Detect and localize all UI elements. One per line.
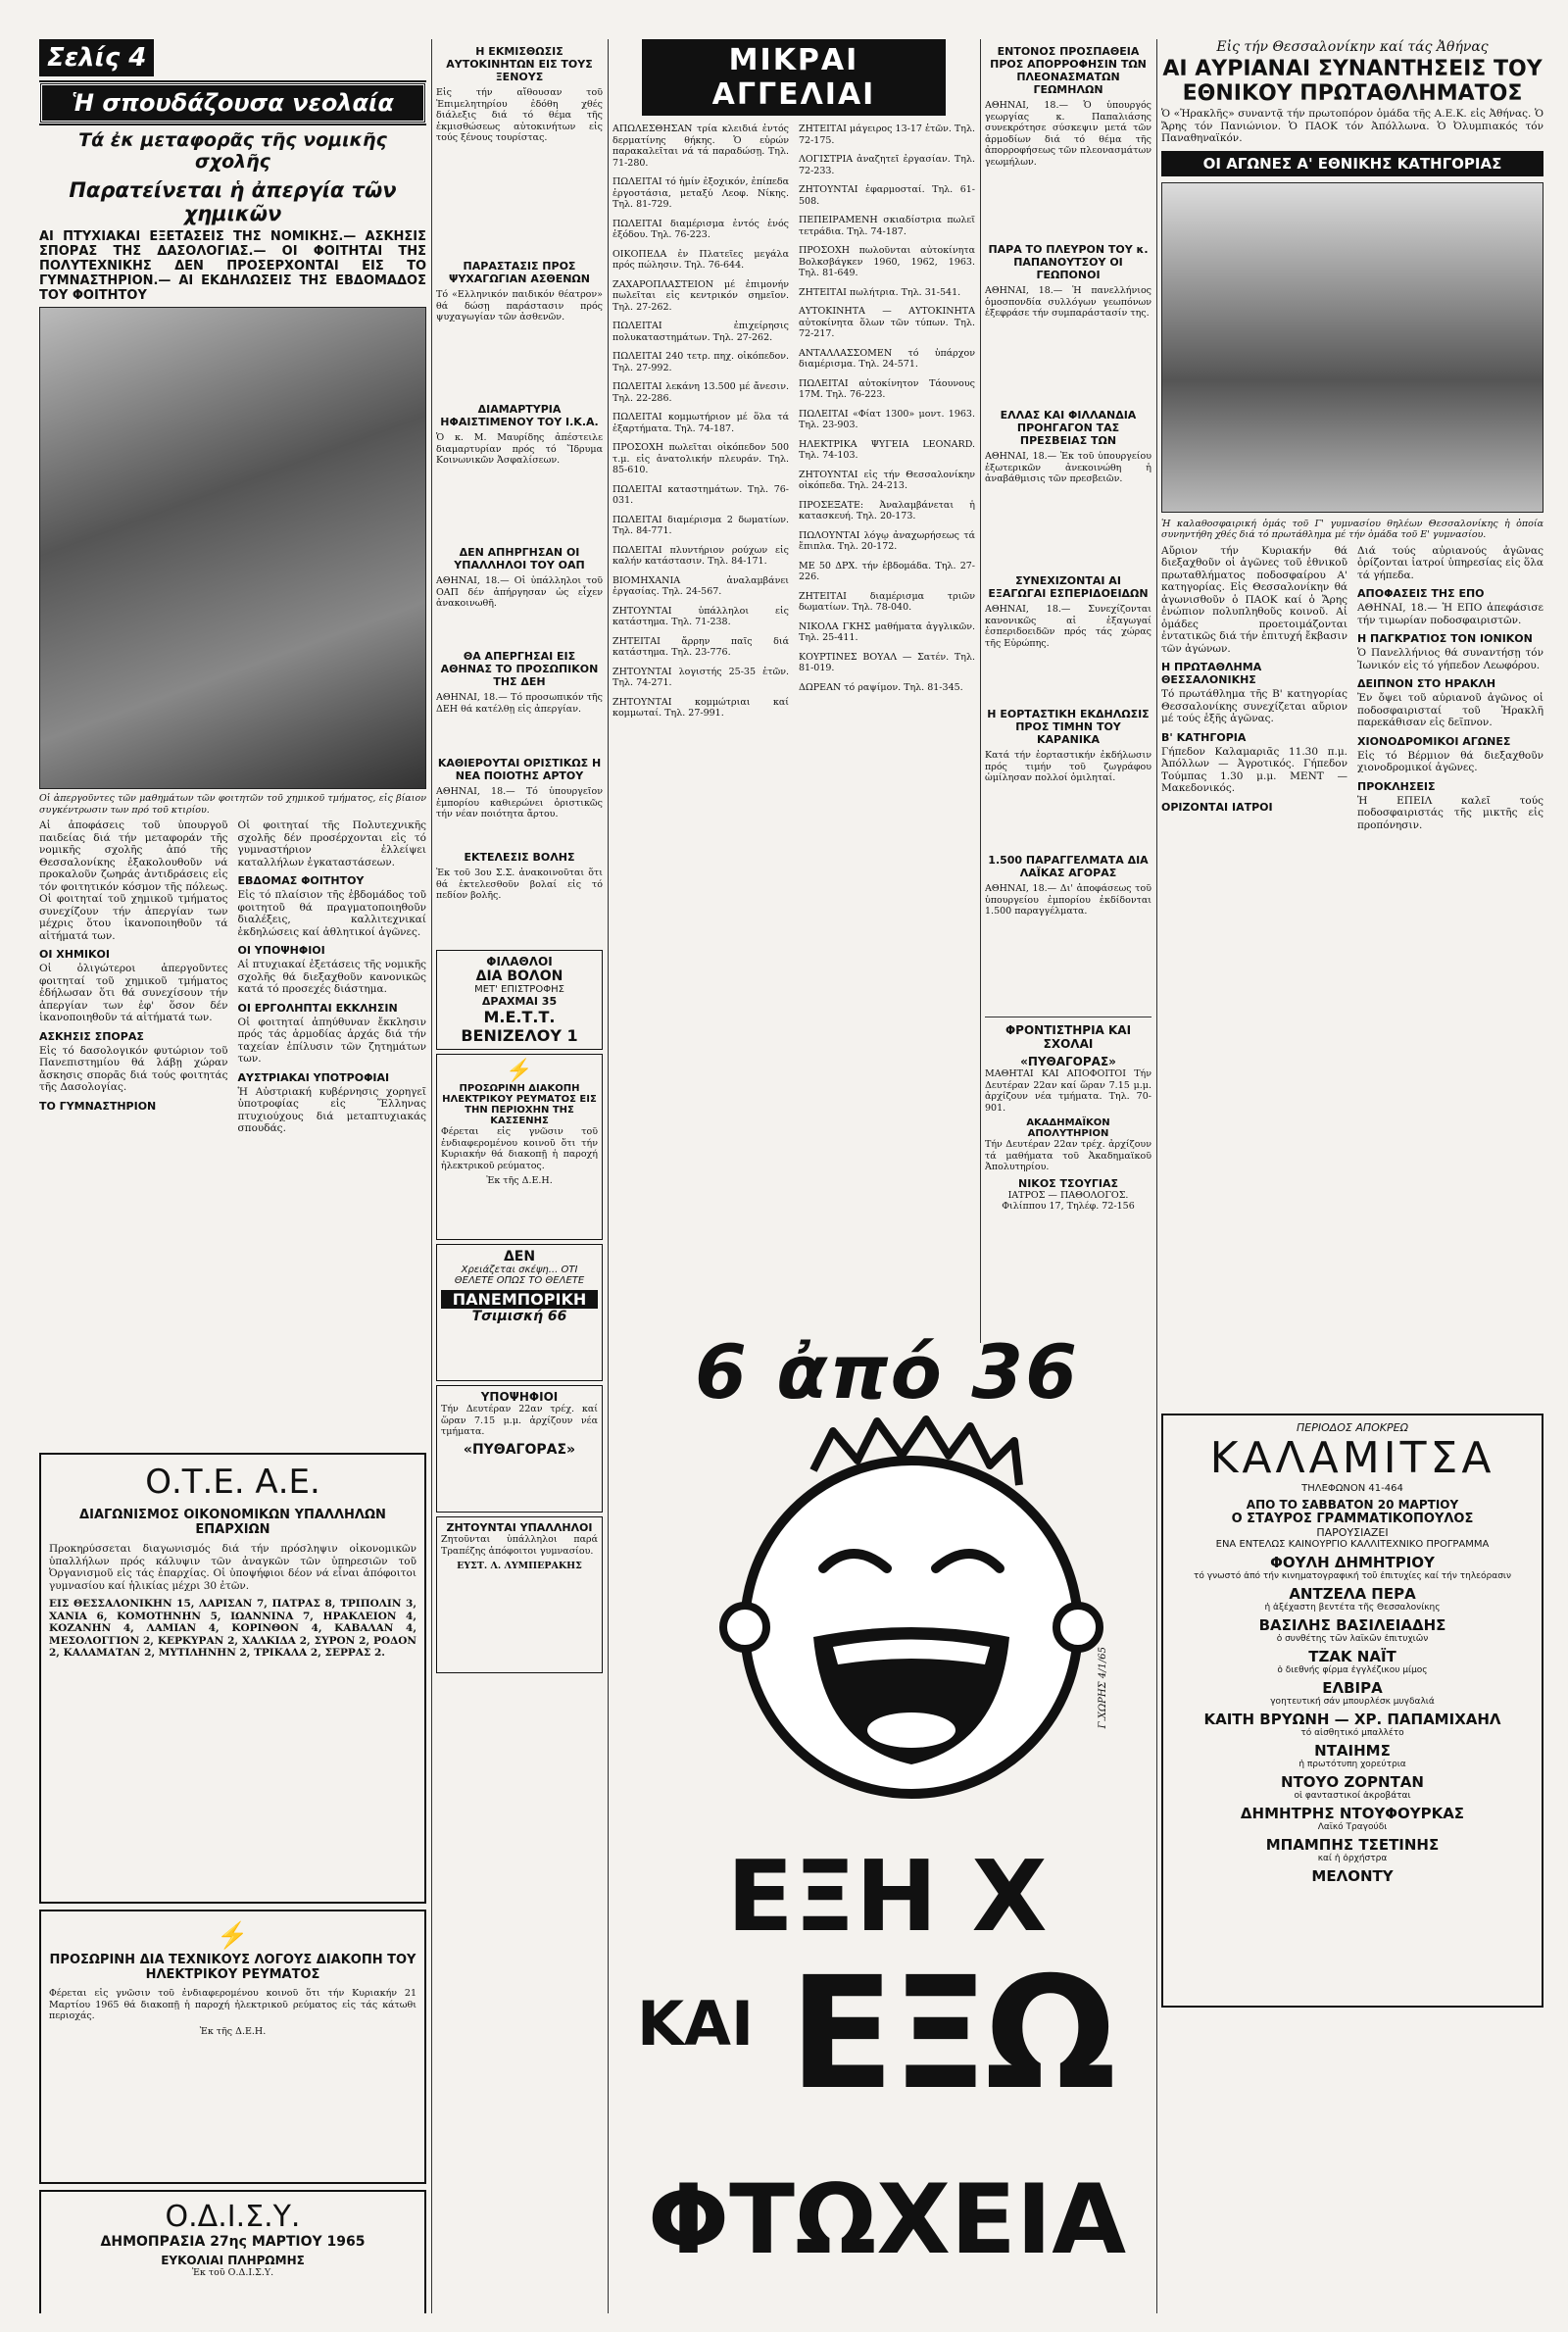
performer-name: ΦΟΥΛΗ ΔΗΜΗΤΡΙΟΥ <box>1270 1553 1435 1571</box>
classified-ad: ΠΩΛΕΙΤΑΙ «Φίατ 1300» μοντ. 1963. Τηλ. 23-903. <box>799 408 975 430</box>
classified-ad: ΠΩΛΕΙΤΑΙ διαμέρισμα ἐντός ἑνός ἐξόδου. Τηλ. 76-223. <box>612 218 789 240</box>
article-text: Κατά τήν ἑορταστικήν ἐκδήλωσιν πρός τιμήν τοῦ ζωγράφου ὡμίλησαν πολλοί ὁμιληταί. <box>985 750 1152 783</box>
section-text: Ὁ Πανελλήνιος θά συναντήσῃ τόν Ἰωνικόν εἰς τό γήπεδον Λεωφόρου. <box>1357 647 1544 671</box>
performer-name: ΝΤΟΥΟ ΖΟΡΝΤΑΝ <box>1281 1772 1424 1791</box>
column-news-briefs <box>436 39 603 2313</box>
tutoring-title: ΦΡΟΝΤΙΣΤΗΡΙΑ ΚΑΙ ΣΧΟΛΑΙ <box>1004 1023 1132 1051</box>
article-title: ΘΑ ΑΠΕΡΓΗΣΑΙ ΕΙΣ ΑΘΗΝΑΣ ΤΟ ΠΡΟΣΩΠΙΚΟΝ ΤΗΣ ΔΕΗ <box>440 650 599 688</box>
movie-title-line-4: ΦΤΩΧΕΙΑ <box>647 2164 1127 2276</box>
ote-announcement <box>39 1453 426 1904</box>
doctor-name: ΝΙΚΟΣ ΤΣΟΥΓΙΑΣ <box>1018 1176 1118 1190</box>
sports-kicker: Εἰς τήν Θεσσαλονίκην καί τάς Ἀθήνας <box>1216 39 1489 55</box>
odisy-title: Ο.Δ.Ι.Σ.Υ. <box>165 2200 301 2234</box>
lead-body-text: Αἱ ἀποφάσεις τοῦ ὑπουργοῦ παιδείας διά τήν μεταφοράν τῆς νομικῆς σχολῆς ἀπό τῆς Θεσσαλονίκης ἐξακολουθοῦν νά προκαλοῦν ζωηράς ἀντιδράσεις εἰς τόν φοιτητικόν κόσμον τῆς πόλεως. Οἱ φοιτηταί τοῦ χημικοῦ τμήματος συνεχίζουν τήν ἀπεργίαν των μέχρις ὅτου ἱκανοποιηθοῦν τά αἰτήματά των. <box>39 819 228 942</box>
section-banner: Ἡ σπουδάζουσα νεολαία <box>39 82 426 124</box>
kassenis-power-cut-ad <box>436 1054 603 1240</box>
tutoring-text: ΜΑΘΗΤΑΙ ΚΑΙ ΑΠΟΦΟΙΤΟΙ Τήν Δευτέραν 22αν καί ὥραν 7.15 μ.μ. ἀρχίζουν νέα τμήματα. Τηλ. 70-901. <box>985 1068 1152 1114</box>
performer-desc: ἡ ἀξέχαστη βεντέτα τῆς Θεσσαλονίκης <box>1264 1602 1441 1613</box>
section-title: ΠΡΟΚΛΗΣΕΙΣ <box>1357 779 1436 793</box>
lead-article-body <box>39 819 426 1447</box>
performer-name: ΜΠΑΜΠΗΣ ΤΣΕΤΙΝΗΣ <box>1265 1835 1440 1854</box>
section-title: Η ΠΑΓΚΡΑΤΙΟΣ ΤΟΝ ΙΟΝΙΚΟΝ <box>1357 632 1533 645</box>
performer-name: ΚΑΙΤΗ ΒΡΥΩΝΗ — ΧΡ. ΠΑΠΑΜΙΧΑΗΛ <box>1203 1710 1501 1728</box>
classified-ad: ΖΗΤΟΥΝΤΑΙ εἰς τήν Θεσσαλονίκην οἰκόπεδα. Τηλ. 24-213. <box>799 469 975 491</box>
section-text: Διά τούς αὐριανούς ἀγῶνας ὁρίζονται ἰατροί ὑπηρεσίας εἰς ὅλα τά γήπεδα. <box>1357 544 1544 581</box>
face-icon <box>723 1419 1100 1794</box>
article-title: ΔΙΑΜΑΡΤΥΡΙΑ ΗΦΑΙΣΤΙΜΕΝΟΥ ΤΟΥ Ι.Κ.Α. <box>440 403 599 428</box>
article-title: ΔΕΝ ΑΠΗΡΓΗΣΑΝ ΟΙ ΥΠΑΛΛΗΛΟΙ ΤΟΥ ΟΑΠ <box>454 546 585 571</box>
article-text: Εἰς τήν αἴθουσαν τοῦ Ἐπιμελητηρίου ἐδόθη χθές διάλεξις διά τό θέμα τῆς ἐκμισθώσεως αὐτοκινήτων εἰς τούς ξένους τουρίστας. <box>436 87 603 143</box>
ad-period: ΠΕΡΙΟΔΟΣ ΑΠΟΚΡΕΩ <box>1296 1420 1409 1434</box>
classified-ad: ΖΗΤΟΥΝΤΑΙ λογιστής 25-35 ἐτῶν. Τηλ. 74-271. <box>612 666 789 688</box>
article-title: ΕΚΤΕΛΕΣΙΣ ΒΟΛΗΣ <box>464 851 575 864</box>
sports-photo-caption: Ἡ καλαθοσφαιρική ὁμάς τοῦ Γ' γυμνασίου θηλέων Θεσσαλονίκης ἡ ὁποία συνηντήθη χθές διά τό πρωτάθλημα μέ τήν ὁμάδα τοῦ Ε' γυμνασίου. <box>1161 518 1544 540</box>
odisy-signature: Ἐκ τοῦ Ο.Δ.Ι.Σ.Υ. <box>191 2267 274 2278</box>
ad-signature: Ἐκ τῆς Δ.Ε.Η. <box>486 1175 553 1186</box>
ad-line: Χρειάζεται σκέψη... ΟΤΙ ΘΕΛΕΤΕ ΟΠΩΣ ΤΟ ΘΕΛΕΤΕ <box>454 1265 585 1286</box>
article-text: ΑΘΗΝΑΙ, 18.— Τό ὑπουργεῖον ἐμπορίου καθιερώνει ὁριστικῶς τήν νέαν ποιότητα ἄρτου. <box>436 786 603 819</box>
ad-title: ΖΗΤΟΥΝΤΑΙ ΥΠΑΛΛΗΛΟΙ <box>446 1521 593 1534</box>
classified-ad: ΠΡΟΣΕΞΑΤΕ: Ἀναλαμβάνεται ἡ κατασκευή. Τηλ. 20-173. <box>799 499 975 521</box>
classified-ad: ΠΩΛΕΙΤΑΙ κομμωτήριον μέ ὅλα τά ἐξαρτήματα. Τηλ. 74-187. <box>612 412 789 434</box>
ad-title: ΥΠΟΨΗΦΙΟΙ <box>480 1390 559 1404</box>
deh-body: Φέρεται εἰς γνῶσιν τοῦ ἐνδιαφερομένου κοινοῦ ὅτι τήν Κυριακήν 21 Μαρτίου 1965 θά διακοπῇ ἡ παροχή ἠλεκτρικοῦ ρεύματος εἰς τάς κάτωθι περιοχάς. <box>49 1988 416 2021</box>
deh-signature: Ἐκ τῆς Δ.Ε.Η. <box>199 2025 267 2037</box>
article-title: ΣΥΝΕΧΙΖΟΝΤΑΙ ΑΙ ΕΞΑΓΩΓΑΙ ΕΣΠΕΡΙΔΟΕΙΔΩΝ <box>988 574 1149 600</box>
classified-ad: ΛΟΓΙΣΤΡΙΑ ἀναζητεῖ ἐργασίαν. Τηλ. 72-233. <box>799 154 975 176</box>
performer-desc: τό γνωστό ἀπό τήν κινηματογραφική τοῦ ἐπιτυχίες καί τήν τηλεόρασιν <box>1194 1570 1511 1581</box>
classified-ad: ΖΗΤΕΙΤΑΙ ἄρρην παῖς διά κατάστημα. Τηλ. 23-776. <box>612 635 789 658</box>
classified-ad: ΖΗΤΟΥΝΤΑΙ κομμώτριαι καί κομμωταί. Τηλ. 27-991. <box>612 696 789 719</box>
article-text: ΑΘΗΝΑΙ, 18.— Συνεχίζονται κανονικῶς αἱ ἐξαγωγαί ἐσπεριδοειδῶν πρός τάς χώρας τῆς Εὐρώπης. <box>985 604 1152 649</box>
kalamitsa-date: ΑΠΟ ΤΟ ΣΑΒΒΑΤΟΝ 20 ΜΑΡΤΙΟΥ <box>1246 1497 1459 1512</box>
section-title: ΧΙΟΝΟΔΡΟΜΙΚΟΙ ΑΓΩΝΕΣ <box>1357 734 1511 748</box>
classified-ad: ΠΩΛΕΙΤΑΙ διαμέρισμα 2 δωματίων. Τηλ. 84-771. <box>612 514 789 536</box>
volos-trip-ad <box>436 950 603 1050</box>
ote-body: Προκηρύσσεται διαγωνισμός διά τήν πρόσληψιν οἰκονομικῶν ὑπαλλήλων πρός κάλυψιν τῶν ἀναγκῶν τῶν ὑπηρεσιῶν τοῦ Ὀργανισμοῦ εἰς τάς ἐπαρχίας. Οἱ ὑποψήφιοι δέον νά εἶναι ἀπόφοιτοι γυμνασίου καί ἡλικίας μέχρι 30 ἐτῶν. <box>49 1543 416 1592</box>
sports-intro: Ὁ «Ἠρακλῆς» συναντᾷ τήν πρωτοπόρον ὁμάδα τῆς Α.Ε.Κ. εἰς Ἀθήνας. Ὁ Ἄρης τόν Πανιώνιον. Ὁ ΠΑΟΚ τόν Ἀπόλλωνα. Ὁ Ὀλυμπιακός τόν Παναθηναϊκόν. <box>1161 108 1544 144</box>
classified-ad: ΒΙΟΜΗΧΑΝΙΑ ἀναλαμβάνει ἐργασίας. Τηλ. 24-567. <box>612 574 789 597</box>
article-title: ΕΛΛΑΣ ΚΑΙ ΦΙΛΛΑΝΔΙΑ ΠΡΟΗΓΑΓΟΝ ΤΑΣ ΠΡΕΣΒΕΙΑΣ ΤΩΝ <box>1000 409 1137 447</box>
performer-name: ΜΕΛΟΝΤΥ <box>1311 1866 1394 1885</box>
classified-ad: ΗΛΕΚΤΡΙΚΑ ΨΥΓΕΙΑ LEONARD. Τηλ. 74-103. <box>799 438 975 461</box>
section-title: ΕΒΔΟΜΑΣ ΦΟΙΤΗΤΟΥ <box>237 874 365 887</box>
performer-desc: ὁ συνθέτης τῶν λαϊκῶν ἐπιτυχιῶν <box>1276 1633 1429 1644</box>
ad-line: ΔΙΑ ΒΟΛΟΝ <box>475 968 564 984</box>
kalamitsa-phone: ΤΗΛΕΦΩΝΟΝ 41-464 <box>1301 1482 1403 1494</box>
ote-subtitle: ΔΙΑΓΩΝΙΣΜΟΣ ΟΙΚΟΝΟΜΙΚΩΝ ΥΠΑΛΛΗΛΩΝ ΕΠΑΡΧΙΩΝ <box>79 1508 386 1537</box>
performer-desc: Λαϊκό Τραγούδι <box>1317 1821 1388 1832</box>
section-text: Οἱ φοιτηταί τῆς Πολυτεχνικῆς σχολῆς δέν προσέρχονται εἰς τό γυμναστήριον ἐλλείψει καταλλήλων ἐγκαταστάσεων. <box>237 819 426 868</box>
article-title: Η ΕΚΜΙΣΘΩΣΙΣ ΑΥΤΟΚΙΝΗΤΩΝ ΕΙΣ ΤΟΥΣ ΞΕΝΟΥΣ <box>446 45 593 83</box>
photo-caption: Οἱ ἀπεργοῦντες τῶν μαθημάτων τῶν φοιτητῶν τοῦ χημικοῦ τμήματος, εἰς βίαιον συγκέντρωσιν των πρό τοῦ κτιρίου. <box>39 793 426 816</box>
section-title: ΑΠΟΦΑΣΕΙΣ ΤΗΣ ΕΠΟ <box>1357 587 1485 600</box>
performer-desc: καί ἡ ὀρχήστρα <box>1317 1853 1388 1863</box>
column-left <box>39 39 426 2313</box>
ad-line: Τσιμισκή 66 <box>471 1309 567 1324</box>
lead-kicker: Τά ἐκ μεταφορᾶς τῆς νομικῆς σχολῆς <box>78 129 387 173</box>
performer-name: ΕΛΒΙΡΑ <box>1322 1678 1383 1697</box>
kalamitsa-program: ΕΝΑ ΕΝΤΕΛΩΣ ΚΑΙΝΟΥΡΓΙΟ ΚΑΛΛΙΤΕΧΝΙΚΟ ΠΡΟΓΡΑΜΜΑ <box>1215 1538 1490 1550</box>
classified-ad: ΖΗΤΟΥΝΤΑΙ ἐφαρμοσταί. Τηλ. 61-508. <box>799 184 975 207</box>
article-title: 1.500 ΠΑΡΑΓΓΕΛΜΑΤΑ ΔΙΑ ΛΑΪΚΑΣ ΑΓΟΡΑΣ <box>988 854 1149 879</box>
sports-column <box>1161 39 1544 2313</box>
classified-ad: ΠΕΠΕΙΡΑΜΕΝΗ σκιαδίστρια πωλεῖ τετράδια. Τηλ. 74-187. <box>799 215 975 237</box>
academy-text: Τήν Δευτέραν 22αν τρέχ. ἀρχίζουν τά μαθήματα τοῦ Ἀκαδημαϊκοῦ Ἀπολυτηρίου. <box>985 1139 1152 1172</box>
classified-ad: ΜΕ 50 ΔΡΧ. τήν ἑβδομάδα. Τηλ. 27-226. <box>799 560 975 582</box>
classified-ad: ΠΩΛΕΙΤΑΙ ἐπιχείρησις πολυκαταστημάτων. Τηλ. 27-262. <box>612 321 789 343</box>
performer-name: ΤΖΑΚ ΝΑΪΤ <box>1308 1647 1396 1665</box>
section-text: Εἰς τό Βέρμιον θά διεξαχθοῦν χιονοδρομικοί ἀγῶνες. <box>1357 749 1544 773</box>
ad-text: Φέρεται εἰς γνῶσιν τοῦ ἐνδιαφερομένου κοινοῦ ὅτι τήν Κυριακήν θά διακοπῇ ἡ παροχή ἠλεκτρικοῦ ρεύματος. <box>441 1126 598 1171</box>
page-number-label: Σελίς 4 <box>39 39 154 76</box>
sports-body: Αὔριον τήν Κυριακήν θά διεξαχθοῦν οἱ ἀγῶνες τοῦ ἐθνικοῦ πρωταθλήματος ποδοσφαίρου Α' κατηγορίας. Εἰς Θεσσαλονίκην θά ἀγωνισθοῦν ὁ ΠΑΟΚ καί ὁ Ἄρης ἐνώπιον πολυπληθοῦς κοινοῦ. Αἱ ὁμάδες προετοιμάζονται ἐντατικῶς διά τήν ἐπιτυχή ἔκβασιν τῶν ἀγώνων. <box>1161 544 1348 655</box>
section-title: ΑΥΣΤΡΙΑΚΑΙ ΥΠΟΤΡΟΦΙΑΙ <box>237 1070 390 1084</box>
odisy-subtitle: ΔΗΜΟΠΡΑΣΙΑ 27ης ΜΑΡΤΙΟΥ 1965 <box>100 2234 366 2250</box>
classifieds-title: ΜΙΚΡΑΙ ΑΓΓΕΛΙΑΙ <box>642 39 946 116</box>
performer-desc: ὁ διεθνής φίρμα ἐγγλέζικου μίμος <box>1277 1664 1428 1675</box>
classified-ad: ΑΠΩΛΕΣΘΗΣΑΝ τρία κλειδιά ἐντός δερματίνης θήκης. Ὁ εὑρών παρακαλεῖται νά τά παραδώσῃ. Τηλ. 71-280. <box>612 124 789 169</box>
ad-title: ΠΡΟΣΩΡΙΝΗ ΔΙΑΚΟΠΗ ΗΛΕΚΤΡΙΚΟΥ ΡΕΥΜΑΤΟΣ ΕΙΣ ΤΗΝ ΠΕΡΙΟΧΗΝ ΤΗΣ ΚΑΣΣΕΝΗΣ <box>442 1083 597 1126</box>
article-title: ΚΑΘΙΕΡΟΥΤΑΙ ΟΡΙΣΤΙΚΩΣ Η ΝΕΑ ΠΟΙΟΤΗΣ ΑΡΤΟΥ <box>437 757 602 782</box>
laughing-face-cartoon <box>706 1412 1117 1823</box>
classified-ad: ΖΗΤΟΥΝΤΑΙ ὑπάλληλοι εἰς κατάστημα. Τηλ. 71-238. <box>612 605 789 627</box>
kalamitsa-title: ΚΑΛΑΜΙΤΣΑ <box>1209 1432 1495 1483</box>
ad-brand: ΠΑΝΕΜΠΟΡΙΚΗ <box>441 1290 598 1309</box>
doctor-text: ΙΑΤΡΟΣ — ΠΑΘΟΛΟΓΟΣ. Φιλίππου 17, Τηλέφ. 72-156 <box>1002 1189 1135 1212</box>
section-text: Ἡ ΕΠΕΙΛ καλεῖ τούς ποδοσφαιριστάς τῆς μικτῆς εἰς προπόνησιν. <box>1357 794 1544 831</box>
article-text: ΑΘΗΝΑΙ, 18.— Ἡ πανελλήνιος ὁμοσπονδία συλλόγων γεωπόνων ἐξεφράσε τήν συμπαράστασίν της. <box>985 285 1152 319</box>
ad-line: Μ.Ε.Τ.Τ. ΒΕΝΙΖΕΛΟΥ 1 <box>461 1008 578 1045</box>
classified-ad: ΠΩΛΕΙΤΑΙ καταστημάτων. Τηλ. 76-031. <box>612 483 789 506</box>
ad-line: ΦΙΛΑΘΛΟΙ <box>486 955 553 968</box>
tutoring-name: «ΠΥΘΑΓΟΡΑΣ» <box>1020 1055 1116 1068</box>
classified-ad: ΖΗΤΕΙΤΑΙ διαμέρισμα τριῶν δωματίων. Τηλ. 78-040. <box>799 590 975 613</box>
lottery-banner: 6 ἀπό 36 <box>694 1328 1080 1415</box>
article-title: ΕΝΤΟΝΟΣ ΠΡΟΣΠΑΘΕΙΑ ΠΡΟΣ ΑΠΟΡΡΟΦΗΣΙΝ ΤΩΝ ΠΛΕΟΝΑΣΜΑΤΩΝ ΓΕΩΜΗΛΩΝ <box>990 45 1147 96</box>
classified-ad: ΠΩΛΟΥΝΤΑΙ λόγῳ ἀναχωρήσεως τά ἔπιπλα. Τηλ. 20-172. <box>799 529 975 552</box>
classified-ad: ΠΩΛΕΙΤΑΙ λεκάνη 13.500 μέ ἄνεσιν. Τηλ. 22-286. <box>612 381 789 404</box>
section-title: ΑΣΚΗΣΙΣ ΣΠΟΡΑΣ <box>39 1029 144 1043</box>
column-economy-briefs <box>985 39 1152 1343</box>
classified-ad: ΚΟΥΡΤΙΝΕΣ ΒΟΥΑΛ — Σατέν. Τηλ. 81-019. <box>799 651 975 673</box>
odisy-auction-notice <box>39 2190 426 2313</box>
article-text: ΑΘΗΝΑΙ, 18.— Ἐκ τοῦ ὑπουργείου ἐξωτερικῶν ἀνεκοινώθη ἡ ἀναβάθμισις τῶν πρεσβειῶν. <box>985 451 1152 484</box>
section-text: Οἱ ὀλιγώτεροι ἀπεργοῦντες φοιτηταί τοῦ χημικοῦ τμήματος ἐδήλωσαν ὅτι θά συνεχίσουν τήν ἀπεργίαν των ἐφ' ὅσον δέν ἱκανοποιηθοῦν τά αἰτήματά των. <box>39 963 228 1023</box>
deh-power-cut-notice <box>39 1910 426 2184</box>
sports-article-body <box>1161 545 1544 1408</box>
section-title: ΟΡΙΖΟΝΤΑΙ ΙΑΤΡΟΙ <box>1161 800 1273 814</box>
classifieds-column <box>612 39 975 1343</box>
ad-line: ΔΡΑΧΜΑΙ 35 <box>481 995 558 1008</box>
kalamitsa-presenter: Ο ΣΤΑΥΡΟΣ ΓΡΑΜΜΑΤΙΚΟΠΟΥΛΟΣ <box>1231 1511 1474 1526</box>
section-title: ΤΟ ΓΥΜΝΑΣΤΗΡΙΟΝ <box>39 1099 157 1113</box>
article-text: ΑΘΗΝΑΙ, 18.— Δι' ἀποφάσεως τοῦ ὑπουργείου ἐμπορίου ἐκδίδονται 1.500 παραγγέλματα. <box>985 883 1152 917</box>
ad-signature: ΕΥΣΤ. Λ. ΛΥΜΠΕΡΑΚΗΣ <box>457 1561 582 1571</box>
article-text: ΑΘΗΝΑΙ, 18.— Τό προσωπικόν τῆς ΔΕΗ θά κατέλθῃ εἰς ἀπεργίαν. <box>436 692 603 715</box>
article-text: ΑΘΗΝΑΙ, 18.— Ὁ ὑπουργός γεωργίας κ. Παπαλιάσης συνεκρότησε σύσκεψιν μετά τῶν ἁρμοδίων διά τό θέμα τῆς ἀπορροφήσεως τῶν πλεονασμάτων γεωμήλων. <box>985 100 1152 168</box>
ad-text: Ζητοῦνται ὑπάλληλοι παρά Τραπέζης ἀπόφοιτοι γυμνασίου. <box>441 1534 598 1557</box>
classified-ad: ΖΗΤΕΙΤΑΙ μάγειρος 13-17 ἐτῶν. Τηλ. 72-175. <box>799 124 975 146</box>
section-text: Ἡ Αὐστριακή κυβέρνησις χορηγεῖ ὑποτροφίας εἰς Ἕλληνας πτυχιούχους διά μεταπτυχιακάς σπουδάς. <box>237 1085 426 1134</box>
performers-list <box>1169 1554 1536 1885</box>
odisy-line: ΕΥΚΟΛΙΑΙ ΠΛΗΡΩΜΗΣ <box>161 2254 305 2267</box>
classified-ad: ΑΝΤΑΛΛΑΣΣΟΜΕΝ τό ὑπάρχον διαμέρισμα. Τηλ. 24-571. <box>799 347 975 370</box>
classified-ad: ΠΩΛΕΙΤΑΙ αὐτοκίνητον Τάουνους 17Μ. Τηλ. 76-223. <box>799 377 975 400</box>
section-text: Εἰς τό πλαίσιον τῆς ἑβδομάδος τοῦ φοιτητοῦ θά πραγματοποιηθοῦν διαλέξεις, καλλιτεχνικαί ἐκδηλώσεις καί ἀθλητικοί ἀγῶνες. <box>237 889 426 938</box>
kalamitsa-presents: ΠΑΡΟΥΣΙΑΖΕΙ <box>1316 1525 1389 1539</box>
section-title: ΟΙ ΕΡΓΟΛΗΠΤΑΙ ΕΚΚΛΗΣΙΝ <box>237 1001 398 1015</box>
article-title: Η ΕΟΡΤΑΣΤΙΚΗ ΕΚΔΗΛΩΣΙΣ ΠΡΟΣ ΤΙΜΗΝ ΤΟΥ ΚΑΡΑΝΙΚΑ <box>987 708 1150 746</box>
section-text: ΑΘΗΝΑΙ, 18.— Ἡ ΕΠΟ ἀπεφάσισε τήν τιμωρίαν ποδοσφαιριστῶν. <box>1357 602 1544 626</box>
performer-name: ΔΗΜΗΤΡΗΣ ΝΤΟΥΦΟΥΡΚΑΣ <box>1240 1804 1465 1822</box>
section-title: Η ΠΡΩΤΑΘΛΗΜΑ ΘΕΣΣΑΛΟΝΙΚΗΣ <box>1161 661 1262 686</box>
ote-title: Ο.Τ.Ε. Α.Ε. <box>145 1463 320 1502</box>
article-title: ΠΑΡΑΣΤΑΣΙΣ ΠΡΟΣ ΨΥΧΑΓΩΓΙΑΝ ΑΣΘΕΝΩΝ <box>449 260 590 285</box>
section-title: ΟΙ ΧΗΜΙΚΟΙ <box>39 948 110 961</box>
ad-line: ΔΕΝ <box>503 1249 536 1265</box>
article-text: Ὁ κ. Μ. Μαυρίδης ἀπέστειλε διαμαρτυρίαν πρός τό Ἵδρυμα Κοινωνικῶν Ἀσφαλίσεων. <box>436 432 603 466</box>
section-text: Ἐν ὄψει τοῦ αὐριανοῦ ἀγῶνος οἱ ποδοσφαιρισταί τοῦ Ἠρακλῆ παρεκάθισαν εἰς δεῖπνον. <box>1357 692 1544 728</box>
classified-ad: ΟΙΚΟΠΕΔΑ ἐν Πλατεῖες μεγάλα πρός πώλησιν. Τηλ. 76-644. <box>612 248 789 271</box>
classified-ad: ΠΩΛΕΙΤΑΙ 240 τετρ. πηχ. οἰκόπεδον. Τηλ. 27-992. <box>612 351 789 373</box>
section-title: ΟΙ ΥΠΟΨΗΦΙΟΙ <box>237 944 325 957</box>
classified-ad: ΖΑΧΑΡΟΠΛΑΣΤΕΙΟΝ μέ ἐπιμονήν πωλεῖται εἰς κεντρικόν σημεῖον. Τηλ. 27-262. <box>612 278 789 313</box>
lead-subhead: ΑΙ ΠΤΥΧΙΑΚΑΙ ΕΞΕΤΑΣΕΙΣ ΤΗΣ ΝΟΜΙΚΗΣ.— ΑΣΚΗΣΙΣ ΣΠΟΡΑΣ ΤΗΣ ΔΑΣΟΛΟΓΙΑΣ.— ΟΙ ΦΟΙΤΗΤΑΙ ΤΗΣ ΠΟΛΥΤΕΧΝΙΚΗΣ ΔΕΝ ΠΡΟΣΕΡΧΟΝΤΑΙ ΕΙΣ ΤΟ ΓΥΜΝΑΣΤΗΡΙΟΝ.— ΑΙ ΕΚΔΗΛΩΣΕΙΣ ΤΗΣ ΕΒΔΟΜΑΔΟΣ ΤΟΥ ΦΟΙΤΗΤΟΥ <box>39 229 426 303</box>
classified-ad: ΠΩΛΕΙΤΑΙ τό ἡμίν ἐξοχικόν, ἐπίπεδα ἐργοστάσια, μεταξύ Λεοφ. Νίκης. Τηλ. 81-729. <box>612 176 789 210</box>
classified-ad: ΠΡΟΣΟΧΗ πωλεῖται οἰκόπεδον 500 τ.μ. εἰς ἀνατολικήν πλευράν. Τηλ. 85-610. <box>612 442 789 475</box>
movie-title-line-3: ΕΞΩ <box>788 1944 1113 2124</box>
panemporiki-ad <box>436 1244 603 1381</box>
section-text: Εἰς τό δασολογικόν φυτώριον τοῦ Πανεπιστημίου θά λάβῃ χώραν ἄσκησις σπορᾶς διά τούς φοιτητάς τῆς Δασολογίας. <box>39 1044 228 1093</box>
ad-brand: «ΠΥΘΑΓΟΡΑΣ» <box>463 1441 576 1458</box>
staff-wanted-ad <box>436 1516 603 1673</box>
pythagoras-ad <box>436 1385 603 1513</box>
article-title: ΠΑΡΑ ΤΟ ΠΛΕΥΡΟΝ ΤΟΥ κ. ΠΑΠΑΝΟΥΤΣΟΥ ΟΙ ΓΕΩΠΟΝΟΙ <box>988 243 1149 281</box>
classified-ad: ΠΩΛΕΙΤΑΙ πλυντήριον ρούχων εἰς καλήν κατάστασιν. Τηλ. 84-171. <box>612 544 789 567</box>
lightning-logo-icon: ⚡ <box>506 1059 533 1083</box>
performer-desc: οἱ φανταστικοί ἀκροβάται <box>1294 1790 1411 1801</box>
article-text: ΑΘΗΝΑΙ, 18.— Οἱ ὑπάλληλοι τοῦ ΟΑΠ δέν ἀπήργησαν ὡς εἶχεν ἀνακοινωθῆ. <box>436 575 603 609</box>
movie-title-line-2: ΚΑΙ <box>637 1988 755 2059</box>
classified-ad: ΖΗΤΕΙΤΑΙ πωλήτρια. Τηλ. 31-541. <box>799 286 961 298</box>
ad-text: Τήν Δευτέραν 22αν τρέχ. καί ὥραν 7.15 μ.μ. ἀρχίζουν νέα τμήματα. <box>441 1404 598 1437</box>
performer-desc: ἡ πρωτότυπη χορεύτρια <box>1298 1759 1406 1769</box>
performer-name: ΒΑΣΙΛΗΣ ΒΑΣΙΛΕΙΑΔΗΣ <box>1258 1615 1446 1634</box>
classified-ad: ΔΩΡΕΑΝ τό ραψίμον. Τηλ. 81-345. <box>799 681 963 693</box>
sports-title-2: ΟΙ ΑΓΩΝΕΣ Α' ΕΘΝΙΚΗΣ ΚΑΤΗΓΟΡΙΑΣ <box>1161 151 1544 176</box>
classified-ad: ΝΙΚΟΛΑ ΓΚΗΣ μαθήματα ἀγγλικῶν. Τηλ. 25-411. <box>799 620 975 643</box>
article-text: Ἐκ τοῦ 3ου Σ.Σ. ἀνακοινοῦται ὅτι θά ἐκτελεσθοῦν βολαί εἰς τό πεδίον βολῆς. <box>436 868 603 901</box>
performer-name: ΝΤΑΙΗΜΣ <box>1314 1741 1391 1760</box>
academy-title: ΑΚΑΔΗΜΑΪΚΟΝ ΑΠΟΛΥΤΗΡΙΟΝ <box>1026 1117 1110 1139</box>
lightning-logo-icon: ⚡ <box>217 1921 249 1951</box>
article-text: Τό «Ελληνικόν παιδικόν θέατρον» θά δώσῃ παράστασιν πρός ψυχαγωγίαν τῶν ἀσθενῶν. <box>436 289 603 323</box>
cartoonist-signature: Γ.ΧΩΡΗΣ 4/1/65 <box>1098 1647 1108 1729</box>
section-title: Β' ΚΑΤΗΓΟΡΙΑ <box>1161 730 1247 744</box>
classifieds-list <box>612 124 975 1343</box>
performer-name: ΑΝΤΖΕΛΑ ΠΕΡΑ <box>1289 1584 1416 1603</box>
kalamitsa-nightclub-ad <box>1161 1414 1544 2008</box>
movie-title-line-1: ΕΞΗ Χ <box>726 1839 1048 1954</box>
section-text: Τό πρωτάθλημα τῆς Β' κατηγορίας Θεσσαλονίκης συνεχίζεται αὔριον μέ τούς ἑξῆς ἀγῶνας. <box>1161 688 1348 724</box>
classified-ad: ΑΥΤΟΚΙΝΗΤΑ — ΑΥΤΟΚΙΝΗΤΑ αὐτοκίνητα ὅλων τῶν τύπων. Τηλ. 72-217. <box>799 306 975 339</box>
section-title: ΔΕΙΠΝΟΝ ΣΤΟ ΗΡΑΚΛΗ <box>1357 677 1496 690</box>
student-crowd-photo <box>39 307 426 789</box>
performer-desc: τό αἰσθητικό μπαλλέτο <box>1300 1727 1404 1738</box>
lead-title: Παρατείνεται ἡ ἀπεργία τῶν χημικῶν <box>69 178 397 225</box>
section-text: Αἱ πτυχιακαί ἐξετάσεις τῆς νομικῆς σχολῆς θά διεξαχθοῦν κανονικῶς κατά τό προσεχές διάστημα. <box>237 959 426 995</box>
deh-title: ΠΡΟΣΩΡΙΝΗ ΔΙΑ ΤΕΧΝΙΚΟΥΣ ΛΟΓΟΥΣ ΔΙΑΚΟΠΗ ΤΟΥ ΗΛΕΚΤΡΙΚΟΥ ΡΕΥΜΑΤΟΣ <box>49 1953 416 1982</box>
ote-cities: ΕΙΣ ΘΕΣΣΑΛΟΝΙΚΗΝ 15, ΛΑΡΙΣΑΝ 7, ΠΑΤΡΑΣ 8, ΤΡΙΠΟΛΙΝ 3, ΧΑΝΙΑ 6, ΚΟΜΟΤΗΝΗΝ 5, ΙΩΑΝΝΙΝΑ 7, ΗΡΑΚΛΕΙΟΝ 4, ΚΟΖΑΝΗΝ 4, ΛΑΜΙΑΝ 4, ΚΟΡΙΝΘΟΝ 4, ΚΑΒΑΛΑΝ 4, ΜΕΣΟΛΟΓΓΙΟΝ 2, ΚΕΡΚΥΡΑΝ 2, ΧΑΛΚΙΔΑ 2, ΣΥΡΟΝ 2, ΡΟΔΟΝ 2, ΚΑΛΑΜΑΤΑΝ 2, ΜΥΤΙΛΗΝΗΝ 2, ΤΡΙΚΑΛΑ 2, ΣΕΡΡΑΣ 2. <box>49 1598 416 1659</box>
section-text: Οἱ φοιτηταί ἀπηύθυναν ἔκκλησιν πρός τάς ἁρμοδίας ἀρχάς διά τήν ταχείαν ἐπίλυσιν τῶν ζητημάτων των. <box>237 1016 426 1065</box>
section-text: Γήπεδον Καλαμαριᾶς 11.30 π.μ. Ἀπόλλων — Ἀγροτικός. Γήπεδον Τούμπας 1.30 μ.μ. ΜΕΝΤ — Μακεδονικός. <box>1161 745 1348 794</box>
performer-desc: γοητευτική σάν μπουρλέσκ μυγδαλιά <box>1270 1696 1435 1707</box>
sports-title: ΑΙ ΑΥΡΙΑΝΑΙ ΣΥΝΑΝΤΗΣΕΙΣ ΤΟΥ ΕΘΝΙΚΟΥ ΠΡΩΤΑΘΛΗΜΑΤΟΣ <box>1162 57 1543 106</box>
classified-ad: ΠΡΟΣΟΧΗ πωλοῦνται αὐτοκίνητα Βολκσβάγκεν 1960, 1962, 1963. Τηλ. 81-649. <box>799 245 975 278</box>
ad-line: ΜΕΤ' ΕΠΙΣΤΡΟΦΗΣ <box>474 984 564 995</box>
basketball-team-photo <box>1161 182 1544 513</box>
